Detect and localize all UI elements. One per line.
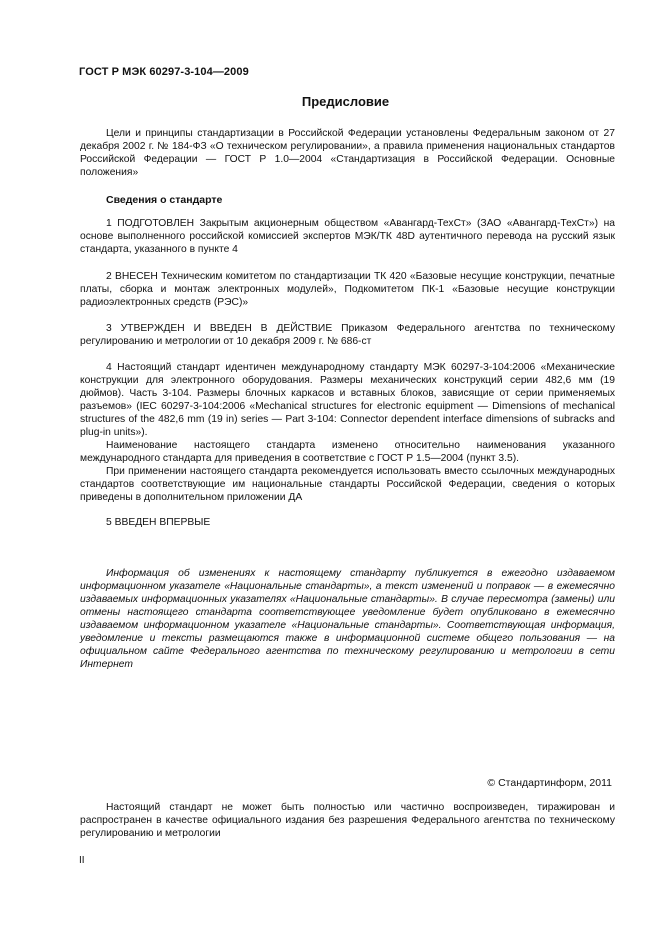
item-4-name-note: Наименование настоящего стандарта изменено относительно наименования указанного международного стандарта для приведения в соответствие с ГОСТ Р 1.5—2004 (пункт 3.5). (80, 440, 615, 464)
item-5-paragraph: 5 ВВЕДЕН ВПЕРВЫЕ (106, 517, 211, 528)
intro-paragraph-block (80, 127, 615, 179)
item-4-reference-note: При применении настоящего стандарта рекомендуется использовать вместо ссылочных международных стандартов соответствующие им национальные стандарты Российской Федерации, сведения о которых приведены в дополнительном приложении ДА (80, 466, 615, 503)
page-number: II (79, 855, 85, 866)
copyright-line: © Стандартинформ, 2011 (487, 777, 612, 789)
item-2-block (80, 270, 615, 309)
document-header: ГОСТ Р МЭК 60297-3-104—2009 (79, 66, 249, 78)
change-notice: Информация об изменениях к настоящему стандарту публикуется в ежегодно издаваемом информационном указателе «Национальные стандарты», а текст изменений и поправок — в ежемесячно издаваемых информационных указателях «Национальные стандарты». В случае пересмотра (замены) или отмены настоящего стандарта соответствующее уведомление будет опубликовано в ежемесячно издаваемом информационном указателе «Национальные стандарты». Соответствующая информация, уведомление и тексты размещаются также в информационной системе общего пользования — на официальном сайте Федерального агентства по техническому регулированию и метрологии в сети Интернет (80, 568, 615, 670)
item-4-paragraph: 4 Настоящий стандарт идентичен международному стандарту МЭК 60297-3-104:2006 «Механические конструкции для электронного оборудования. Размеры механических конструкций серии 482,6 мм (19 дюймов). Часть 3-104. Размеры блочных каркасов и вставных блоков, зависящие от серии применяемых разъемов» (IEC 60297-3-104:2006 «Mechanical structures for electronic equipment — Dimensions of mechanical structures of the 482,6 mm (19 in) series — Part 3-104: Connector dependent interface dimensions of subracks and plug-in units»). (80, 362, 615, 438)
reproduction-notice: Настоящий стандарт не может быть полностью или частично воспроизведен, тиражирован и распространен в качестве официального издания без разрешения Федерального агентства по техническому регулированию и метрологии (80, 802, 615, 839)
item-5-block (80, 516, 615, 529)
item-3-paragraph: 3 УТВЕРЖДЕН И ВВЕДЕН В ДЕЙСТВИЕ Приказом Федерального агентства по техническому регулированию и метрологии от 10 декабря 2009 г. № 686-ст (80, 323, 615, 347)
section-subheading: Сведения о стандарте (106, 194, 223, 206)
intro-paragraph: Цели и принципы стандартизации в Российской Федерации установлены Федеральным законом от 27 декабря 2002 г. № 184-ФЗ «О техническом регулировании», а правила применения национальных стандартов Российской Федерации — ГОСТ Р 1.0—2004 «Стандартизация в Российской Федерации. Основные положения» (80, 128, 615, 178)
item-1-paragraph: 1 ПОДГОТОВЛЕН Закрытым акционерным обществом «Авангард-ТехСт» (ЗАО «Авангард-ТехСт») на основе выполненного российской комиссией экспертов МЭК/ТК 48D аутентичного перевода на русский язык стандарта, указанного в пункте 4 (80, 218, 615, 255)
item-2-paragraph: 2 ВНЕСЕН Техническим комитетом по стандартизации ТК 420 «Базовые несущие конструкции, печатные платы, сборка и монтаж электронных модулей», Подкомитетом ПК-1 «Базовые несущие конструкции радиоэлектронных средств (РЭС)» (80, 271, 615, 308)
item-3-block (80, 322, 615, 348)
item-4-block (80, 361, 615, 504)
page-title: Предисловие (301, 94, 390, 109)
item-1-block (80, 217, 615, 256)
